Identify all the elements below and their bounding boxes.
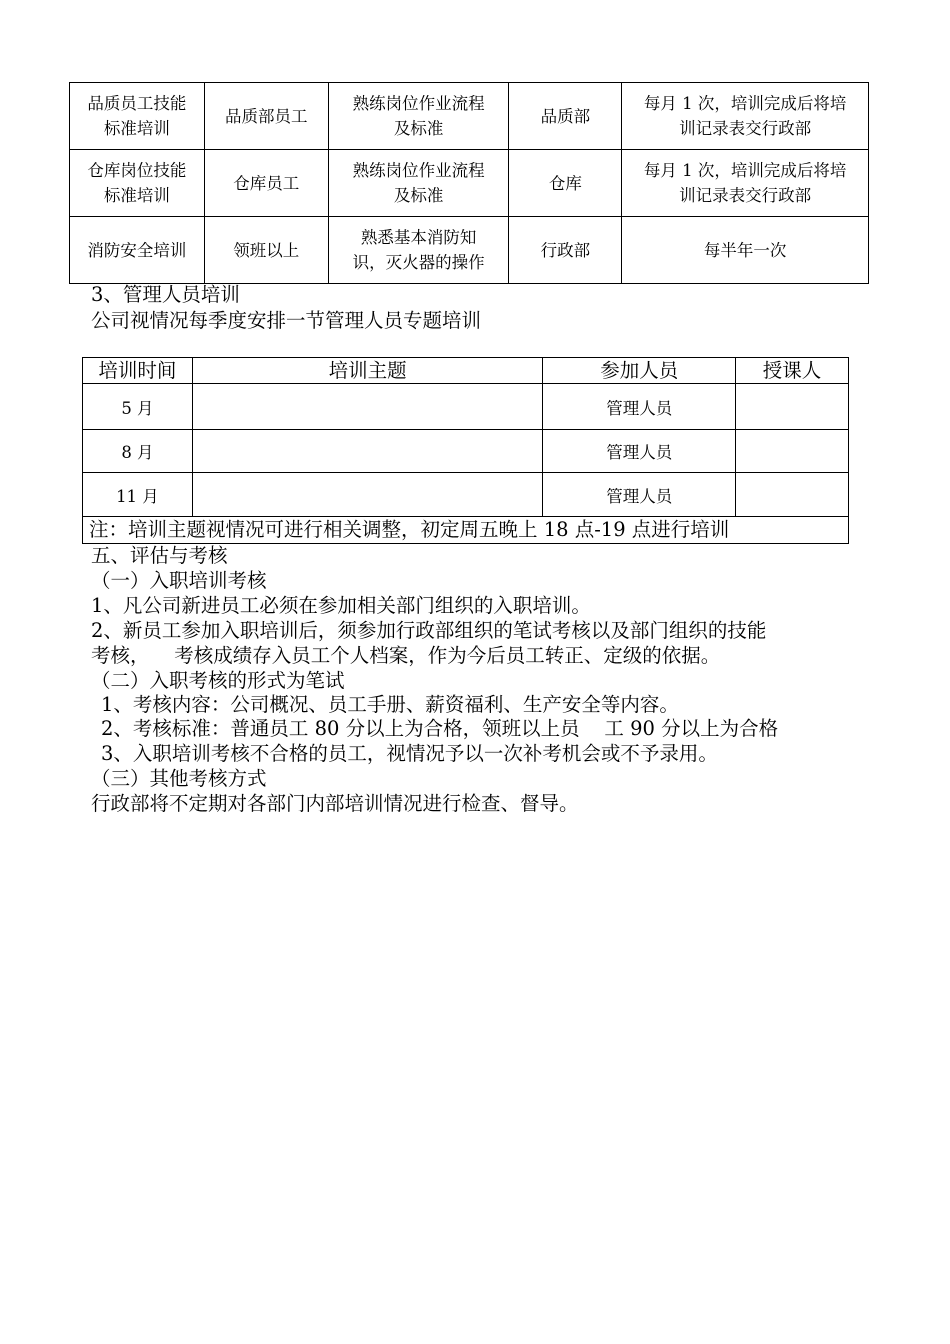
section-3-text: 公司视情况每季度安排一节管理人员专题培训 — [91, 309, 482, 332]
table-cell: 行政部 — [509, 217, 622, 284]
table-cell: 熟练岗位作业流程 及标准 — [328, 83, 509, 150]
table-row — [70, 83, 869, 150]
paragraph: 1、凡公司新进员工必须在参加相关部门组织的入职培训。 — [91, 594, 591, 617]
table-note: 注：培训主题视情况可进行相关调整，初定周五晚上 18 点-19 点进行培训 — [83, 517, 849, 544]
column-header: 参加人员 — [543, 358, 736, 384]
table-note-row — [83, 517, 849, 544]
table-cell: 每月 1 次，培训完成后将培 训记录表交行政部 — [622, 150, 869, 217]
table-cell: 仓库 — [509, 150, 622, 217]
subsection-2-heading: （二）入职考核的形式为笔试 — [91, 669, 345, 692]
table-row — [83, 473, 849, 517]
table-cell: 8 月 — [83, 430, 193, 473]
subsection-3-heading: （三）其他考核方式 — [91, 767, 267, 790]
section-5-heading: 五、评估与考核 — [91, 544, 228, 567]
table-cell — [736, 473, 849, 517]
column-header: 培训时间 — [83, 358, 193, 384]
table-cell: 消防安全培训 — [70, 217, 205, 284]
table-row — [70, 217, 869, 284]
table-cell: 熟练岗位作业流程 及标准 — [328, 150, 509, 217]
paragraph: 3、入职培训考核不合格的员工，视情况予以一次补考机会或不予录用。 — [101, 742, 718, 765]
section-3-heading: 3、管理人员培训 — [91, 283, 240, 306]
table-cell — [736, 384, 849, 430]
paragraph: 考核， 考核成绩存入员工个人档案，作为今后员工转正、定级的依据。 — [91, 644, 721, 667]
paragraph: 行政部将不定期对各部门内部培训情况进行检查、督导。 — [91, 792, 579, 815]
table-cell: 每月 1 次，培训完成后将培 训记录表交行政部 — [622, 83, 869, 150]
table-cell — [192, 430, 543, 473]
table-cell — [192, 384, 543, 430]
table-row — [83, 430, 849, 473]
table-cell: 仓库员工 — [204, 150, 328, 217]
table-cell: 管理人员 — [543, 384, 736, 430]
table-cell: 仓库岗位技能 标准培训 — [70, 150, 205, 217]
table-cell — [192, 473, 543, 517]
table-cell: 品质部 — [509, 83, 622, 150]
table-cell: 管理人员 — [543, 430, 736, 473]
table-cell: 每半年一次 — [622, 217, 869, 284]
subsection-1-heading: （一）入职培训考核 — [91, 569, 267, 592]
table-cell: 品质部员工 — [204, 83, 328, 150]
department-training-table — [69, 82, 869, 284]
table-row — [70, 150, 869, 217]
management-training-table — [82, 357, 849, 544]
column-header: 授课人 — [736, 358, 849, 384]
column-header: 培训主题 — [192, 358, 543, 384]
table-header-row — [83, 358, 849, 384]
table-cell: 熟悉基本消防知 识，灭火器的操作 — [328, 217, 509, 284]
table-cell: 5 月 — [83, 384, 193, 430]
table-cell: 11 月 — [83, 473, 193, 517]
table-cell — [736, 430, 849, 473]
paragraph: 2、新员工参加入职培训后，须参加行政部组织的笔试考核以及部门组织的技能 — [91, 619, 767, 642]
table-cell: 管理人员 — [543, 473, 736, 517]
paragraph: 2、考核标准：普通员工 80 分以上为合格，领班以上员 工 90 分以上为合格 — [101, 717, 779, 740]
table-cell: 品质员工技能 标准培训 — [70, 83, 205, 150]
table-cell: 领班以上 — [204, 217, 328, 284]
table-row — [83, 384, 849, 430]
paragraph: 1、考核内容：公司概况、员工手册、薪资福利、生产安全等内容。 — [101, 693, 679, 716]
